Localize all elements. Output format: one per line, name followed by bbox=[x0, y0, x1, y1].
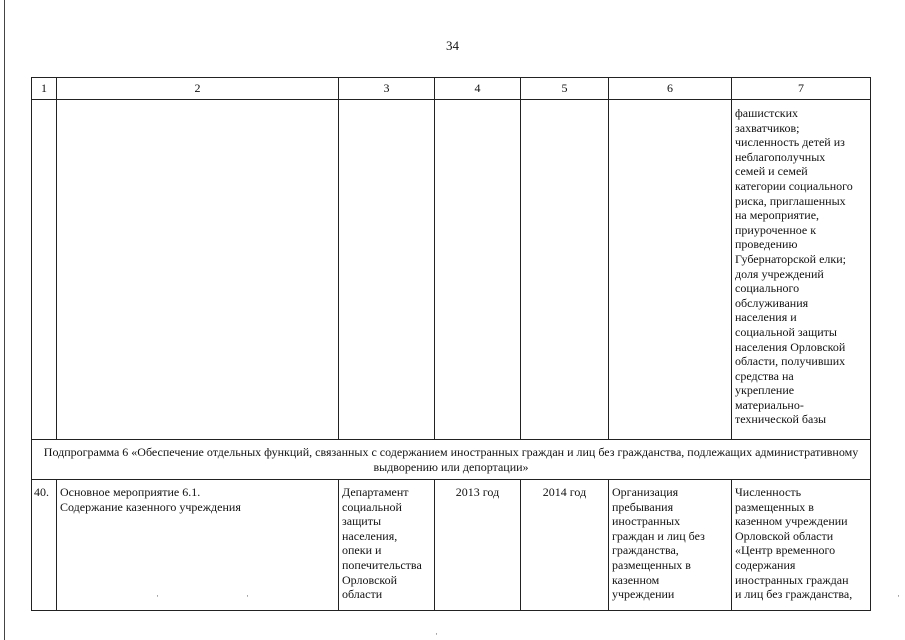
continuation-cell-4 bbox=[435, 100, 521, 440]
activity-name: Основное мероприятие 6.1. Содержание казенного учреждения bbox=[57, 480, 339, 611]
continuation-cell-3 bbox=[339, 100, 435, 440]
column-number-3: 3 bbox=[339, 78, 435, 100]
continuation-cell-2 bbox=[57, 100, 339, 440]
column-number-6: 6 bbox=[609, 78, 732, 100]
column-number-4: 4 bbox=[435, 78, 521, 100]
target-indicator: Численность размещенных в казенном учреждении Орловской области «Центр временного содержания иностранных граждан и лиц без гражданства, bbox=[732, 480, 871, 611]
column-number-1: 1 bbox=[32, 78, 57, 100]
scan-speck: · bbox=[435, 629, 438, 639]
column-number-5: 5 bbox=[521, 78, 609, 100]
continuation-cell-1 bbox=[32, 100, 57, 440]
page-number: 34 bbox=[446, 38, 459, 53]
scan-speck: · bbox=[897, 591, 900, 601]
continuation-indicators: фашистских захватчиков; численность детей из неблагополучных семей и семей категории социального риска, приглашенных на мероприятие, приуроченное к проведению Губернаторской елки; доля учреждений социального обслуживания населения и социальной защиты населения Орловской области, получивших средства на укрепление материально- технической базы bbox=[732, 100, 871, 440]
column-number-7: 7 bbox=[732, 78, 871, 100]
continuation-row bbox=[32, 100, 871, 440]
program-table bbox=[31, 77, 871, 611]
continuation-cell-6 bbox=[609, 100, 732, 440]
scan-speck: · bbox=[246, 591, 249, 601]
scan-speck: · bbox=[156, 591, 159, 601]
scan-left-edge bbox=[4, 0, 5, 640]
responsible-executor: Департамент социальной защиты населения, опеки и попечительства Орловской области bbox=[339, 480, 435, 611]
column-number-row bbox=[32, 78, 871, 100]
start-year: 2013 год bbox=[435, 480, 521, 611]
expected-result: Организация пребывания иностранных граждан и лиц без гражданства, размещенных в казенном учреждении bbox=[609, 480, 732, 611]
subprogram-title: Подпрограмма 6 «Обеспечение отдельных функций, связанных с содержанием иностранных граждан и лиц без гражданства, подлежащих административному выдворению или депортации» bbox=[32, 440, 871, 480]
column-number-2: 2 bbox=[57, 78, 339, 100]
continuation-cell-5 bbox=[521, 100, 609, 440]
subprogram-row bbox=[32, 440, 871, 480]
end-year: 2014 год bbox=[521, 480, 609, 611]
row-number: 40. bbox=[32, 480, 57, 611]
